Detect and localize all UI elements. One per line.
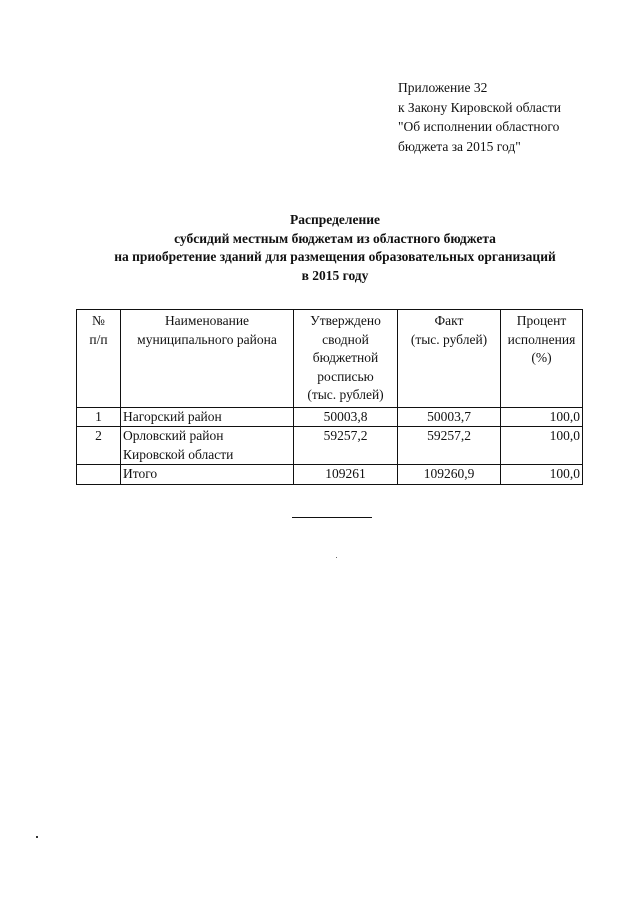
- title-line: в 2015 году: [301, 267, 369, 283]
- table-total-row: [77, 465, 583, 485]
- row-approved: 59257,2: [294, 427, 398, 465]
- title-line: субсидий местным бюджетам из областного бюджета: [174, 230, 496, 246]
- row-approved: 50003,8: [294, 407, 398, 427]
- header-fact: [398, 310, 501, 408]
- scan-speck: [36, 836, 38, 838]
- district-name-line: Орловский район: [123, 428, 224, 443]
- table-row: [77, 407, 583, 427]
- header-percent: [501, 310, 583, 408]
- end-separator-line: [292, 517, 372, 518]
- header-text: Факт: [434, 313, 464, 328]
- header-text: п/п: [89, 331, 108, 347]
- row-percent: 100,0: [501, 407, 583, 427]
- header-text: (тыс. рублей): [410, 331, 488, 347]
- district-name-line: Нагорский район: [123, 408, 222, 424]
- table-row: [77, 427, 583, 465]
- district-name-line: Кировской области: [123, 446, 234, 462]
- total-percent: 100,0: [501, 465, 583, 485]
- header-text: №: [92, 313, 105, 328]
- header-text: (%): [531, 350, 552, 365]
- table-header-row: [77, 310, 583, 408]
- header-approved: [294, 310, 398, 408]
- header-text: сводной: [322, 331, 369, 347]
- row-fact: 59257,2: [398, 427, 501, 465]
- header-text: Утверждено: [310, 313, 381, 328]
- title-line: Распределение: [289, 212, 381, 227]
- total-fact: 109260,9: [398, 465, 501, 485]
- header-text: муниципального района: [137, 331, 277, 347]
- row-fact: 50003,7: [398, 407, 501, 427]
- row-percent: 100,0: [501, 427, 583, 465]
- header-district-name: [121, 310, 294, 408]
- row-district-name: [121, 407, 294, 427]
- title-line: на приобретение зданий для размещения образовательных организаций: [114, 249, 556, 264]
- header-text: (тыс. рублей): [307, 387, 384, 402]
- appendix-line: Приложение 32: [398, 80, 488, 95]
- scan-speck: [336, 557, 337, 558]
- document-title: [40, 211, 630, 285]
- header-text: бюджетной: [312, 350, 379, 365]
- header-text: Процент: [516, 313, 567, 328]
- appendix-line: бюджета за 2015 год": [398, 138, 521, 154]
- header-text: росписью: [317, 368, 374, 384]
- header-number: [77, 310, 121, 408]
- appendix-line: к Закону Кировской области: [398, 99, 562, 115]
- total-approved: 109261: [294, 465, 398, 485]
- appendix-line: "Об исполнении областного: [398, 119, 560, 134]
- row-number: 1: [77, 407, 121, 427]
- distribution-table: [76, 309, 583, 485]
- header-text: Наименование: [164, 313, 250, 328]
- total-number-cell: [77, 465, 121, 485]
- header-text: исполнения: [507, 331, 576, 347]
- row-district-name: [121, 427, 294, 465]
- appendix-reference: [398, 78, 628, 156]
- row-number: 2: [77, 427, 121, 465]
- total-label: Итого: [121, 465, 294, 485]
